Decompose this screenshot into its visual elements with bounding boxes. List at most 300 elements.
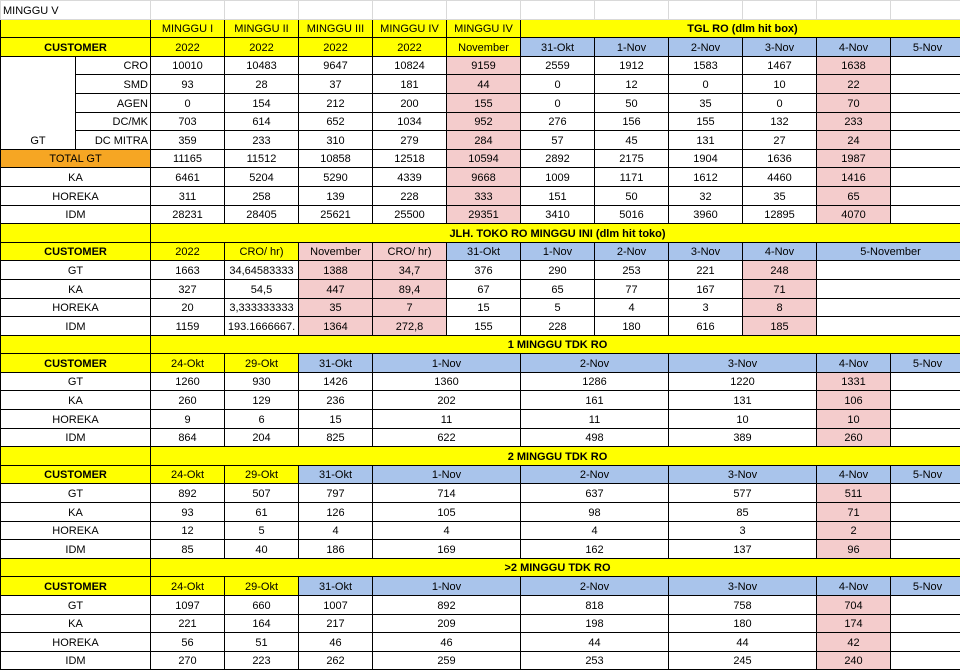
value-cell[interactable]: 1987 <box>817 149 891 168</box>
value-cell[interactable]: 34,64583333 <box>225 261 299 280</box>
year-header[interactable]: 2022 <box>151 38 225 57</box>
value-cell[interactable]: 4 <box>299 521 373 540</box>
value-cell[interactable]: 1360 <box>373 372 521 391</box>
value-cell[interactable]: 5 <box>225 521 299 540</box>
value-cell[interactable]: 25621 <box>299 205 373 224</box>
column-header[interactable]: 1-Nov <box>373 354 521 373</box>
column-header[interactable]: 29-Okt <box>225 354 299 373</box>
value-cell[interactable] <box>817 279 960 298</box>
value-cell[interactable]: 126 <box>299 503 373 522</box>
value-cell[interactable]: 3 <box>669 521 817 540</box>
value-cell[interactable]: 1034 <box>373 112 447 131</box>
column-header[interactable]: 2-Nov <box>521 577 669 596</box>
value-cell[interactable] <box>891 75 960 94</box>
value-cell[interactable]: 161 <box>521 391 669 410</box>
value-cell[interactable]: 155 <box>447 317 521 336</box>
row-label[interactable]: GT <box>1 372 151 391</box>
value-cell[interactable]: 151 <box>521 186 595 205</box>
value-cell[interactable]: 169 <box>373 540 521 559</box>
row-label[interactable]: IDM <box>1 205 151 224</box>
value-cell[interactable]: 12895 <box>743 205 817 224</box>
row-label[interactable]: DC/MK <box>76 112 151 131</box>
value-cell[interactable]: 0 <box>151 93 225 112</box>
value-cell[interactable]: 327 <box>151 279 225 298</box>
value-cell[interactable]: 1638 <box>817 56 891 75</box>
value-cell[interactable]: 5016 <box>595 205 669 224</box>
value-cell[interactable]: 1416 <box>817 168 891 187</box>
value-cell[interactable]: 29351 <box>447 205 521 224</box>
value-cell[interactable]: 818 <box>521 596 669 615</box>
row-label[interactable]: CRO <box>76 56 151 75</box>
value-cell[interactable]: 1097 <box>151 596 225 615</box>
column-header[interactable]: 5-Nov <box>891 465 960 484</box>
column-header[interactable]: 5-Nov <box>891 577 960 596</box>
value-cell[interactable]: 71 <box>743 279 817 298</box>
value-cell[interactable]: 10 <box>743 75 817 94</box>
value-cell[interactable]: 56 <box>151 633 225 652</box>
value-cell[interactable]: 616 <box>669 317 743 336</box>
value-cell[interactable]: 54,5 <box>225 279 299 298</box>
value-cell[interactable] <box>891 168 960 187</box>
value-cell[interactable]: 61 <box>225 503 299 522</box>
value-cell[interactable]: 2 <box>817 521 891 540</box>
column-header[interactable]: 1-Nov <box>521 242 595 261</box>
year-header[interactable]: November <box>447 38 521 57</box>
value-cell[interactable]: 797 <box>299 484 373 503</box>
value-cell[interactable]: 40 <box>225 540 299 559</box>
value-cell[interactable]: 11 <box>373 410 521 429</box>
row-label[interactable]: KA <box>1 279 151 298</box>
column-header[interactable]: 24-Okt <box>151 577 225 596</box>
value-cell[interactable]: 28405 <box>225 205 299 224</box>
value-cell[interactable]: 260 <box>817 428 891 447</box>
value-cell[interactable]: 57 <box>521 131 595 150</box>
value-cell[interactable]: 1467 <box>743 56 817 75</box>
column-header[interactable]: 29-Okt <box>225 465 299 484</box>
value-cell[interactable]: 131 <box>669 391 817 410</box>
value-cell[interactable]: 1904 <box>669 149 743 168</box>
value-cell[interactable]: 376 <box>447 261 521 280</box>
value-cell[interactable]: 4 <box>521 521 669 540</box>
column-header[interactable]: 5-Nov <box>891 354 960 373</box>
value-cell[interactable]: 20 <box>151 298 225 317</box>
column-header[interactable]: CRO/ hr) <box>373 242 447 261</box>
value-cell[interactable]: 245 <box>669 651 817 670</box>
header-blank[interactable] <box>1 447 151 466</box>
row-label[interactable]: SMD <box>76 75 151 94</box>
value-cell[interactable]: 270 <box>151 651 225 670</box>
value-cell[interactable]: 85 <box>151 540 225 559</box>
value-cell[interactable]: 311 <box>151 186 225 205</box>
value-cell[interactable]: 4339 <box>373 168 447 187</box>
value-cell[interactable]: 10010 <box>151 56 225 75</box>
row-label[interactable]: HOREKA <box>1 186 151 205</box>
row-label[interactable]: KA <box>1 391 151 410</box>
value-cell[interactable]: 12 <box>595 75 669 94</box>
value-cell[interactable]: 28 <box>225 75 299 94</box>
tgl-ro-title[interactable]: TGL RO (dlm hit box) <box>521 19 960 38</box>
value-cell[interactable]: 209 <box>373 614 521 633</box>
row-label[interactable]: IDM <box>1 428 151 447</box>
value-cell[interactable]: 233 <box>817 112 891 131</box>
column-header[interactable]: 2022 <box>151 242 225 261</box>
value-cell[interactable] <box>891 149 960 168</box>
value-cell[interactable]: 507 <box>225 484 299 503</box>
value-cell[interactable]: 704 <box>817 596 891 615</box>
value-cell[interactable]: 233 <box>225 131 299 150</box>
value-cell[interactable]: 389 <box>669 428 817 447</box>
empty-cell[interactable] <box>595 1 669 20</box>
header-blank[interactable] <box>1 335 151 354</box>
value-cell[interactable]: 174 <box>817 614 891 633</box>
value-cell[interactable]: 10 <box>817 410 891 429</box>
row-label[interactable]: DC MITRA <box>76 131 151 150</box>
value-cell[interactable] <box>891 521 960 540</box>
value-cell[interactable]: 1912 <box>595 56 669 75</box>
value-cell[interactable]: 217 <box>299 614 373 633</box>
value-cell[interactable]: 259 <box>373 651 521 670</box>
empty-cell[interactable] <box>817 1 891 20</box>
value-cell[interactable]: 290 <box>521 261 595 280</box>
value-cell[interactable]: 185 <box>743 317 817 336</box>
value-cell[interactable]: 6461 <box>151 168 225 187</box>
value-cell[interactable]: 44 <box>447 75 521 94</box>
value-cell[interactable]: 1426 <box>299 372 373 391</box>
column-header[interactable]: 4-Nov <box>817 577 891 596</box>
value-cell[interactable]: 11165 <box>151 149 225 168</box>
value-cell[interactable]: 637 <box>521 484 669 503</box>
value-cell[interactable]: 154 <box>225 93 299 112</box>
value-cell[interactable]: 5204 <box>225 168 299 187</box>
value-cell[interactable]: 44 <box>669 633 817 652</box>
value-cell[interactable]: 4070 <box>817 205 891 224</box>
value-cell[interactable]: 892 <box>151 484 225 503</box>
week-header[interactable]: MINGGU III <box>299 19 373 38</box>
value-cell[interactable]: 7 <box>373 298 447 317</box>
value-cell[interactable]: 129 <box>225 391 299 410</box>
value-cell[interactable]: 28231 <box>151 205 225 224</box>
value-cell[interactable]: 447 <box>299 279 373 298</box>
value-cell[interactable]: 714 <box>373 484 521 503</box>
value-cell[interactable]: 1364 <box>299 317 373 336</box>
customer-header[interactable]: CUSTOMER <box>1 38 151 57</box>
value-cell[interactable]: 310 <box>299 131 373 150</box>
value-cell[interactable]: 2892 <box>521 149 595 168</box>
value-cell[interactable] <box>891 633 960 652</box>
row-label[interactable]: IDM <box>1 651 151 670</box>
value-cell[interactable]: 3410 <box>521 205 595 224</box>
row-label[interactable]: KA <box>1 503 151 522</box>
value-cell[interactable]: 0 <box>743 93 817 112</box>
value-cell[interactable]: 1171 <box>595 168 669 187</box>
week-header[interactable]: MINGGU I <box>151 19 225 38</box>
value-cell[interactable]: 5 <box>521 298 595 317</box>
empty-cell[interactable] <box>225 1 299 20</box>
week-header[interactable]: MINGGU II <box>225 19 299 38</box>
value-cell[interactable]: 703 <box>151 112 225 131</box>
value-cell[interactable]: 4 <box>373 521 521 540</box>
value-cell[interactable]: 930 <box>225 372 299 391</box>
value-cell[interactable]: 1286 <box>521 372 669 391</box>
row-label[interactable]: KA <box>1 168 151 187</box>
row-label[interactable]: IDM <box>1 317 151 336</box>
column-header[interactable]: 4-Nov <box>743 242 817 261</box>
value-cell[interactable] <box>891 484 960 503</box>
value-cell[interactable]: 12518 <box>373 149 447 168</box>
value-cell[interactable]: 1009 <box>521 168 595 187</box>
value-cell[interactable]: 228 <box>373 186 447 205</box>
value-cell[interactable]: 10824 <box>373 56 447 75</box>
empty-cell[interactable] <box>447 1 521 20</box>
value-cell[interactable]: 952 <box>447 112 521 131</box>
value-cell[interactable]: 11 <box>521 410 669 429</box>
year-header[interactable]: 2022 <box>299 38 373 57</box>
value-cell[interactable]: 272,8 <box>373 317 447 336</box>
value-cell[interactable]: 44 <box>521 633 669 652</box>
value-cell[interactable]: 96 <box>817 540 891 559</box>
date-header[interactable]: 1-Nov <box>595 38 669 57</box>
empty-cell[interactable] <box>891 1 960 20</box>
value-cell[interactable]: 248 <box>743 261 817 280</box>
value-cell[interactable]: 6 <box>225 410 299 429</box>
value-cell[interactable]: 193.1666667. <box>225 317 299 336</box>
value-cell[interactable]: 98 <box>521 503 669 522</box>
value-cell[interactable]: 240 <box>817 651 891 670</box>
value-cell[interactable]: 10483 <box>225 56 299 75</box>
value-cell[interactable]: 9 <box>151 410 225 429</box>
value-cell[interactable]: 1663 <box>151 261 225 280</box>
value-cell[interactable]: 2175 <box>595 149 669 168</box>
value-cell[interactable]: 204 <box>225 428 299 447</box>
value-cell[interactable]: 132 <box>743 112 817 131</box>
value-cell[interactable]: 139 <box>299 186 373 205</box>
column-header[interactable]: 4-Nov <box>817 465 891 484</box>
value-cell[interactable]: 155 <box>447 93 521 112</box>
value-cell[interactable] <box>891 93 960 112</box>
customer-header[interactable]: CUSTOMER <box>1 577 151 596</box>
header-blank[interactable] <box>1 19 151 38</box>
value-cell[interactable]: 8 <box>743 298 817 317</box>
value-cell[interactable]: 65 <box>521 279 595 298</box>
column-header[interactable]: 29-Okt <box>225 577 299 596</box>
value-cell[interactable]: 614 <box>225 112 299 131</box>
value-cell[interactable]: 162 <box>521 540 669 559</box>
value-cell[interactable]: 5290 <box>299 168 373 187</box>
column-header[interactable]: 31-Okt <box>447 242 521 261</box>
value-cell[interactable] <box>891 205 960 224</box>
value-cell[interactable]: 279 <box>373 131 447 150</box>
value-cell[interactable]: 186 <box>299 540 373 559</box>
column-header[interactable]: November <box>299 242 373 261</box>
value-cell[interactable]: 4 <box>595 298 669 317</box>
value-cell[interactable]: 155 <box>669 112 743 131</box>
column-header[interactable]: 24-Okt <box>151 465 225 484</box>
value-cell[interactable]: 1260 <box>151 372 225 391</box>
column-header[interactable]: 2-Nov <box>521 465 669 484</box>
row-label[interactable]: GT <box>1 596 151 615</box>
year-header[interactable]: 2022 <box>225 38 299 57</box>
value-cell[interactable]: 864 <box>151 428 225 447</box>
value-cell[interactable]: 89,4 <box>373 279 447 298</box>
value-cell[interactable]: 156 <box>595 112 669 131</box>
empty-cell[interactable] <box>669 1 743 20</box>
value-cell[interactable] <box>891 410 960 429</box>
value-cell[interactable]: 577 <box>669 484 817 503</box>
empty-cell[interactable] <box>299 1 373 20</box>
value-cell[interactable]: 164 <box>225 614 299 633</box>
value-cell[interactable]: 70 <box>817 93 891 112</box>
value-cell[interactable]: 652 <box>299 112 373 131</box>
value-cell[interactable]: 35 <box>669 93 743 112</box>
value-cell[interactable]: 221 <box>151 614 225 633</box>
column-header[interactable]: 31-Okt <box>299 354 373 373</box>
value-cell[interactable]: 46 <box>373 633 521 652</box>
value-cell[interactable]: 105 <box>373 503 521 522</box>
value-cell[interactable]: 32 <box>669 186 743 205</box>
value-cell[interactable]: 71 <box>817 503 891 522</box>
date-header[interactable]: 2-Nov <box>669 38 743 57</box>
value-cell[interactable]: 3,333333333 <box>225 298 299 317</box>
column-header[interactable]: 1-Nov <box>373 577 521 596</box>
value-cell[interactable]: 34,7 <box>373 261 447 280</box>
value-cell[interactable]: 46 <box>299 633 373 652</box>
value-cell[interactable]: 93 <box>151 75 225 94</box>
value-cell[interactable]: 167 <box>669 279 743 298</box>
value-cell[interactable]: 258 <box>225 186 299 205</box>
column-header[interactable]: 5-November <box>817 242 960 261</box>
column-header[interactable]: 1-Nov <box>373 465 521 484</box>
value-cell[interactable]: 253 <box>521 651 669 670</box>
value-cell[interactable]: 1612 <box>669 168 743 187</box>
value-cell[interactable]: 253 <box>595 261 669 280</box>
value-cell[interactable]: 511 <box>817 484 891 503</box>
value-cell[interactable]: 1220 <box>669 372 817 391</box>
value-cell[interactable]: 180 <box>669 614 817 633</box>
value-cell[interactable]: 0 <box>521 93 595 112</box>
week-header[interactable]: MINGGU IV <box>373 19 447 38</box>
value-cell[interactable] <box>891 372 960 391</box>
customer-header[interactable]: CUSTOMER <box>1 242 151 261</box>
value-cell[interactable] <box>817 261 960 280</box>
header-blank[interactable] <box>1 558 151 577</box>
date-header[interactable]: 3-Nov <box>743 38 817 57</box>
value-cell[interactable]: 3960 <box>669 205 743 224</box>
gt-group-label[interactable]: GT <box>1 56 76 149</box>
row-label[interactable]: KA <box>1 614 151 633</box>
value-cell[interactable]: 10858 <box>299 149 373 168</box>
value-cell[interactable]: 9159 <box>447 56 521 75</box>
value-cell[interactable]: 42 <box>817 633 891 652</box>
value-cell[interactable]: 284 <box>447 131 521 150</box>
row-label[interactable]: HOREKA <box>1 298 151 317</box>
column-header[interactable]: 31-Okt <box>299 465 373 484</box>
value-cell[interactable]: 15 <box>447 298 521 317</box>
value-cell[interactable]: 200 <box>373 93 447 112</box>
value-cell[interactable] <box>817 298 960 317</box>
value-cell[interactable]: 276 <box>521 112 595 131</box>
jlh-toko-title[interactable]: JLH. TOKO RO MINGGU INI (dlm hit toko) <box>151 224 960 243</box>
value-cell[interactable]: 260 <box>151 391 225 410</box>
value-cell[interactable]: 22 <box>817 75 891 94</box>
total-gt-label[interactable]: TOTAL GT <box>1 149 151 168</box>
empty-cell[interactable] <box>743 1 817 20</box>
value-cell[interactable]: 37 <box>299 75 373 94</box>
value-cell[interactable]: 4460 <box>743 168 817 187</box>
row-label[interactable]: IDM <box>1 540 151 559</box>
row-label[interactable]: GT <box>1 261 151 280</box>
value-cell[interactable] <box>891 596 960 615</box>
section5-title[interactable]: >2 MINGGU TDK RO <box>151 558 960 577</box>
column-header[interactable]: 3-Nov <box>669 242 743 261</box>
value-cell[interactable] <box>891 56 960 75</box>
value-cell[interactable] <box>891 112 960 131</box>
value-cell[interactable]: 758 <box>669 596 817 615</box>
value-cell[interactable]: 67 <box>447 279 521 298</box>
value-cell[interactable]: 27 <box>743 131 817 150</box>
value-cell[interactable]: 0 <box>521 75 595 94</box>
value-cell[interactable]: 825 <box>299 428 373 447</box>
value-cell[interactable] <box>891 503 960 522</box>
column-header[interactable]: 3-Nov <box>669 354 817 373</box>
value-cell[interactable]: 106 <box>817 391 891 410</box>
column-header[interactable]: 2-Nov <box>595 242 669 261</box>
value-cell[interactable]: 1331 <box>817 372 891 391</box>
column-header[interactable]: 3-Nov <box>669 465 817 484</box>
value-cell[interactable]: 50 <box>595 93 669 112</box>
value-cell[interactable]: 12 <box>151 521 225 540</box>
value-cell[interactable]: 180 <box>595 317 669 336</box>
value-cell[interactable]: 1583 <box>669 56 743 75</box>
value-cell[interactable]: 45 <box>595 131 669 150</box>
empty-cell[interactable] <box>373 1 447 20</box>
date-header[interactable]: 31-Okt <box>521 38 595 57</box>
value-cell[interactable]: 262 <box>299 651 373 670</box>
value-cell[interactable]: 51 <box>225 633 299 652</box>
value-cell[interactable]: 9647 <box>299 56 373 75</box>
value-cell[interactable]: 202 <box>373 391 521 410</box>
value-cell[interactable]: 622 <box>373 428 521 447</box>
year-header[interactable]: 2022 <box>373 38 447 57</box>
row-label[interactable]: HOREKA <box>1 521 151 540</box>
value-cell[interactable]: 131 <box>669 131 743 150</box>
column-header[interactable]: 2-Nov <box>521 354 669 373</box>
value-cell[interactable]: 65 <box>817 186 891 205</box>
value-cell[interactable]: 3 <box>669 298 743 317</box>
value-cell[interactable]: 228 <box>521 317 595 336</box>
column-header[interactable]: 31-Okt <box>299 577 373 596</box>
value-cell[interactable] <box>891 614 960 633</box>
value-cell[interactable]: 10594 <box>447 149 521 168</box>
value-cell[interactable]: 236 <box>299 391 373 410</box>
value-cell[interactable]: 35 <box>299 298 373 317</box>
section3-title[interactable]: 1 MINGGU TDK RO <box>151 335 960 354</box>
date-header[interactable]: 5-Nov <box>891 38 960 57</box>
value-cell[interactable]: 0 <box>669 75 743 94</box>
row-label[interactable]: HOREKA <box>1 410 151 429</box>
value-cell[interactable] <box>891 131 960 150</box>
value-cell[interactable]: 93 <box>151 503 225 522</box>
value-cell[interactable]: 1636 <box>743 149 817 168</box>
value-cell[interactable]: 359 <box>151 131 225 150</box>
value-cell[interactable] <box>891 391 960 410</box>
value-cell[interactable]: 333 <box>447 186 521 205</box>
date-header[interactable]: 4-Nov <box>817 38 891 57</box>
value-cell[interactable]: 25500 <box>373 205 447 224</box>
value-cell[interactable]: 181 <box>373 75 447 94</box>
column-header[interactable]: 3-Nov <box>669 577 817 596</box>
value-cell[interactable]: 892 <box>373 596 521 615</box>
value-cell[interactable]: 85 <box>669 503 817 522</box>
